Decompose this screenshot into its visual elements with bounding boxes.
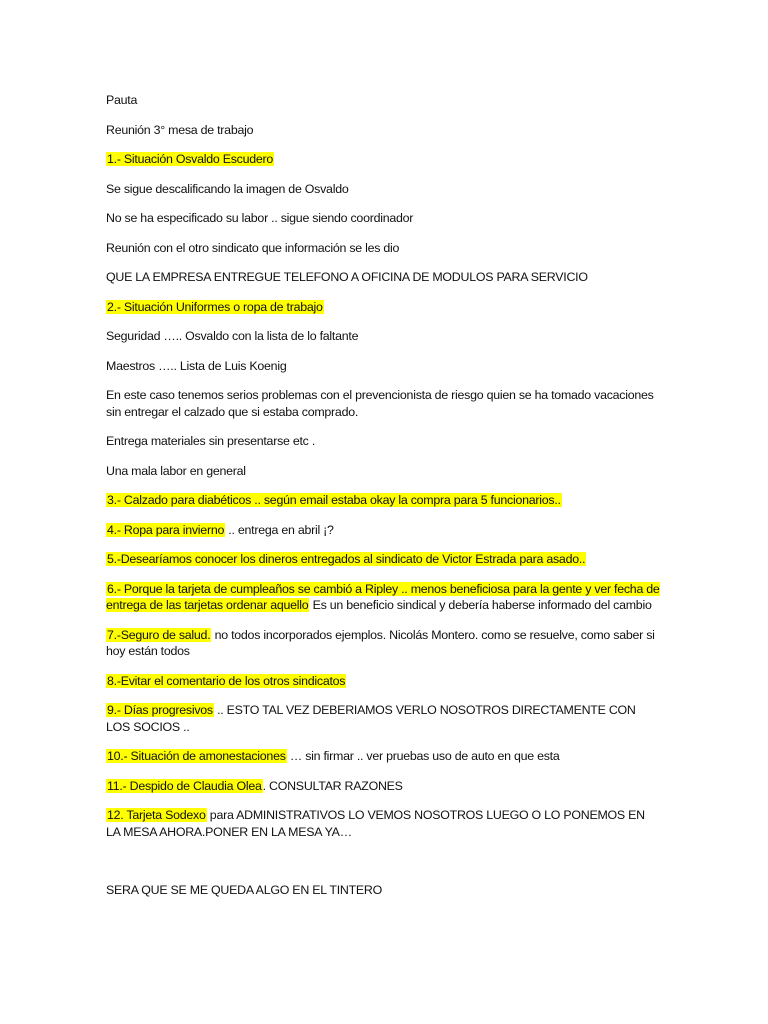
item-2-line-3: En este caso tenemos serios problemas con el prevencionista de riesgo quien se ha tomado vacaciones sin entregar el calzado que si estaba comprado. xyxy=(106,388,654,419)
document-body xyxy=(106,92,662,912)
item-4-highlight: 4.- Ropa para invierno xyxy=(107,522,225,537)
item-10 xyxy=(106,748,662,765)
item-3 xyxy=(106,492,662,509)
item-2-heading xyxy=(106,299,662,316)
item-9 xyxy=(106,702,662,735)
item-11-highlight: 11.- Despido de Claudia Olea xyxy=(107,778,262,793)
doc-title: Pauta xyxy=(106,93,138,107)
item-3-highlight: 3.- Calzado para diabéticos .. según email estaba okay la compra para 5 funcionarios.. xyxy=(107,493,561,507)
item-2-line-5: Una mala labor en general xyxy=(106,463,246,478)
item-2-line-2: Maestros ….. Lista de Luis Koenig xyxy=(106,358,287,373)
item-9-highlight: 9.- Días progresivos xyxy=(107,703,213,717)
item-6-text: Es un beneficio sindical y debería haberse informado del cambio xyxy=(309,598,652,612)
item-5 xyxy=(106,551,662,568)
item-8 xyxy=(106,673,662,690)
item-5-highlight: 5.-Desearíamos conocer los dineros entregados al sindicato de Victor Estrada para asado.. xyxy=(107,552,586,566)
item-2-highlight: 2.- Situación Uniformes o ropa de trabajo xyxy=(107,299,323,314)
item-2-line-1: Seguridad ….. Osvaldo con la lista de lo faltante xyxy=(106,329,359,343)
item-12 xyxy=(106,807,662,840)
item-11 xyxy=(106,778,662,795)
item-11-text: . CONSULTAR RAZONES xyxy=(262,778,403,793)
item-1-highlight: 1.- Situación Osvaldo Escudero xyxy=(107,152,274,166)
item-1-line-2: No se ha especificado su labor .. sigue siendo coordinador xyxy=(106,211,414,225)
closing-line: SERA QUE SE ME QUEDA ALGO EN EL TINTERO xyxy=(106,883,383,897)
item-8-highlight: 8.-Evitar el comentario de los otros sindicatos xyxy=(107,673,346,688)
item-10-text: … sin firmar .. ver pruebas uso de auto en que esta xyxy=(286,749,560,763)
item-1-line-4: QUE LA EMPRESA ENTREGUE TELEFONO A OFICINA DE MODULOS PARA SERVICIO xyxy=(106,270,588,284)
doc-subtitle: Reunión 3° mesa de trabajo xyxy=(106,122,254,137)
item-7-highlight: 7.-Seguro de salud. xyxy=(107,627,211,642)
item-12-text: para ADMINISTRATIVOS LO VEMOS NOSOTROS LUEGO O LO PONEMOS EN LA MESA AHORA.PONER EN LA MESA YA… xyxy=(106,808,645,839)
item-7-text: no todos incorporados ejemplos. Nicolás Montero. como se resuelve, como saber si hoy están todos xyxy=(106,627,655,658)
item-7 xyxy=(106,627,662,660)
item-6 xyxy=(106,581,662,614)
item-4-text: .. entrega en abril ¡? xyxy=(225,522,334,537)
item-6-highlight: 6.- Porque la tarjeta de cumpleaños se cambió a Ripley .. menos beneficiosa para la gente y ver fecha de entrega de las tarjetas ordenar aquello xyxy=(106,581,660,612)
item-9-text: .. ESTO TAL VEZ DEBERIAMOS VERLO NOSOTROS DIRECTAMENTE CON LOS SOCIOS .. xyxy=(106,703,636,734)
item-1-line-3: Reunión con el otro sindicato que información se les dio xyxy=(106,240,400,255)
item-12-highlight: 12. Tarjeta Sodexo xyxy=(107,808,206,822)
item-10-highlight: 10.- Situación de amonestaciones xyxy=(107,749,286,763)
item-2-line-4: Entrega materiales sin presentarse etc . xyxy=(106,434,316,448)
item-1-line-1: Se sigue descalificando la imagen de Osvaldo xyxy=(106,181,349,196)
item-4 xyxy=(106,522,662,539)
item-1-heading xyxy=(106,151,662,168)
